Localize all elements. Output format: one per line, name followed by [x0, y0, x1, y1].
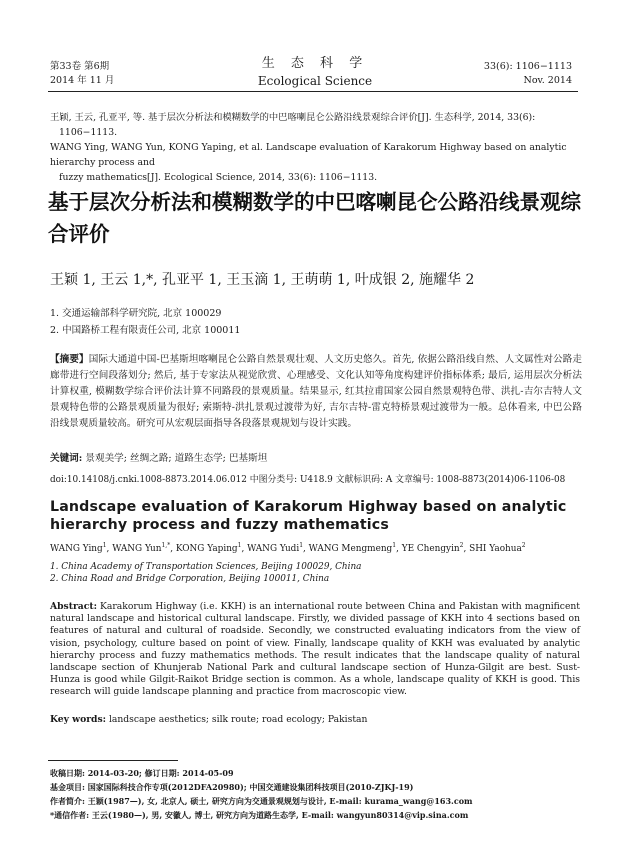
author-en-name: KONG Yaping: [175, 544, 238, 554]
publication-date-en: Nov. 2014: [523, 75, 572, 86]
keywords-cn: [50, 450, 267, 464]
abstract-cn: [50, 352, 582, 432]
header-rule: [48, 91, 578, 92]
citation-en-line: WANG Ying, WANG Yun, KONG Yaping, et al. Landscape evaluation of Karakorum Highway based on analytic hierarchy process and: [50, 142, 567, 168]
author-en: [176, 544, 242, 554]
author-en-name: WANG Ying: [50, 544, 103, 554]
article-title-en: Landscape evaluation of Karakorum Highway based on analytic hierarchy process and fuzzy mathematics: [50, 499, 567, 533]
author-en-name: WANG Yun: [112, 544, 162, 554]
citation-cn: [50, 110, 580, 140]
citation-cn-line: 王颖, 王云, 孔亚平, 等. 基于层次分析法和模糊数学的中巴喀喇昆仑公路沿线景观综合评价[J]. 生态科学, 2014, 33(6):: [50, 112, 536, 123]
citation-en: [50, 140, 580, 185]
keywords-cn-text: 景观美学; 丝绸之路; 道路生态学; 巴基斯坦: [85, 453, 268, 464]
footnote-funding: 基金项目: 国家国际科技合作专项(2012DFA20980); 中国交通建设集团科技项目(2010-ZJKJ-19): [50, 782, 414, 792]
affiliation-cn: 2. 中国路桥工程有限责任公司, 北京 100011: [50, 325, 241, 336]
abstract-en: [50, 601, 580, 699]
journal-name-cn: 生 态 科 学: [261, 56, 369, 71]
author-en: [247, 544, 303, 554]
citation-en-line: fuzzy mathematics[J]. Ecological Science, 2014, 33(6): 1106−1113.: [59, 172, 378, 183]
abstract-en-text: Karakorum Highway (i.e. KKH) is an international route between China and Pakistan with magnificent natural landscape and historical cultural landscape. Firstly, we divided passage of KKH into 4 sections based on features of natural and cultural of roadside. Secondly, we constructed evaluating indicators from the view of vision, psychology, culture based on point of view. Finally, landscape quality of KKH was evaluated by analytic hierarchy process and fuzzy mathematics methods. The result indicates that the landscape quality of natural landscape section of Khunjerab National Park and cultural landscape section of Hunza-Gilgit are best. Sust-Hunza is good while Gilgit-Raikot Bridge section is common. As a whole, landscape quality of KKH is good. This research will guide landscape planning and practice from macroscopic view.: [50, 601, 581, 698]
affiliation-en: 2. China Road and Bridge Corporation, Beijing 100011, China: [50, 574, 330, 584]
author-en-affiliation-mark: 1: [237, 542, 242, 549]
author-en-affiliation-mark: 1: [392, 542, 397, 549]
keywords-en: [50, 714, 367, 725]
author-en: [50, 544, 107, 554]
abstract-cn-text: 国际大通道中国-巴基斯坦喀喇昆仑公路自然景观壮观、人文历史悠久。首先, 依据公路沿线自然、人文属性对公路走廊带进行空间段落划分; 然后, 基于专家法从视觉欣赏、心理感受、文化认知等角度构建评价指标体系; 最后, 运用层次分析法计算权重, 模糊数学综合评价法计算不同路段的景观质量。结果显示, 红其拉甫国家公园自然景观特色带、洪扎-吉尔吉特人文景观特色带的公路景观质量为很好; 索斯特-洪扎景观过渡带为好, 吉尔吉特-雷克特桥景观过渡带为一般。总体看来, 中巴公路沿线景观质量较高。研究可从宏观层面指导各段落景观规划与设计实践。: [50, 354, 583, 429]
author-en: [469, 544, 526, 554]
citation-cn-line: 1106−1113.: [59, 127, 118, 138]
author-en: [112, 544, 170, 554]
author-en-affiliation-mark: 1: [102, 542, 107, 549]
volume-issue: 第33卷 第6期: [50, 61, 110, 72]
article-title-cn: 基于层次分析法和模糊数学的中巴喀喇昆仑公路沿线景观综合评价: [48, 190, 581, 246]
author-en-name: WANG Mengmeng: [308, 544, 393, 554]
footnote-corresponding-author: *通信作者: 王云(1980—), 男, 安徽人, 博士, 研究方向为道路生态学, E-mail: wangyun80314@vip.sina.com: [50, 810, 469, 820]
author-en-affiliation-mark: 1,*: [161, 542, 171, 549]
publication-date-cn: 2014 年 11 月: [50, 75, 115, 86]
author-en-affiliation-mark: 2: [521, 542, 526, 549]
author-en-affiliation-mark: 2: [459, 542, 464, 549]
abstract-cn-label: 【摘要】: [50, 354, 89, 365]
author-en-name: SHI Yaohua: [469, 544, 522, 554]
doi-classification-line: doi:10.14108/j.cnki.1008-8873.2014.06.012 中图分类号: U418.9 文献标识码: A 文章编号: 1008-8873(2014)06-1106-08: [50, 475, 566, 485]
footnote-rule: [48, 760, 178, 761]
affiliation-cn: 1. 交通运输部科学研究院, 北京 100029: [50, 308, 222, 319]
page-range: 33(6): 1106−1113: [483, 61, 572, 72]
keywords-en-label: Key words:: [50, 714, 107, 725]
author-en: [309, 544, 396, 554]
author-en-name: YE Chengyin: [401, 544, 460, 554]
author-en-affiliation-mark: 1: [299, 542, 304, 549]
authors-en: WANG Ying$^1$, WANG Yun$^{1,*}$, KONG Yaping$^1$, WANG Yudi$^1$, WANG Mengmeng$^1$, YE Chengyin$^2$, SHI Yaohua$^2$: [50, 542, 526, 554]
footnote-received: 收稿日期: 2014-03-20; 修订日期: 2014-05-09: [50, 768, 234, 778]
journal-name-en: Ecological Science: [257, 74, 373, 88]
keywords-en-text: landscape aesthetics; silk route; road ecology; Pakistan: [108, 714, 368, 725]
author-en-name: WANG Yudi: [247, 544, 300, 554]
header-right: [484, 60, 572, 88]
keywords-cn-label: 关键词:: [50, 453, 83, 464]
footnote-author-bio: 作者简介: 王颖(1987—), 女, 北京人, 硕士, 研究方向为交通景观规划与设计, E-mail: kurama_wang@163.com: [50, 796, 473, 806]
author-en: [402, 544, 464, 554]
abstract-en-label: Abstract:: [50, 601, 97, 612]
authors-cn: 王颖 1, 王云 1,*, 孔亚平 1, 王玉滴 1, 王萌萌 1, 叶成银 2, 施耀华 2: [50, 272, 475, 288]
affiliation-en: 1. China Academy of Transportation Sciences, Beijing 100029, China: [50, 562, 362, 572]
